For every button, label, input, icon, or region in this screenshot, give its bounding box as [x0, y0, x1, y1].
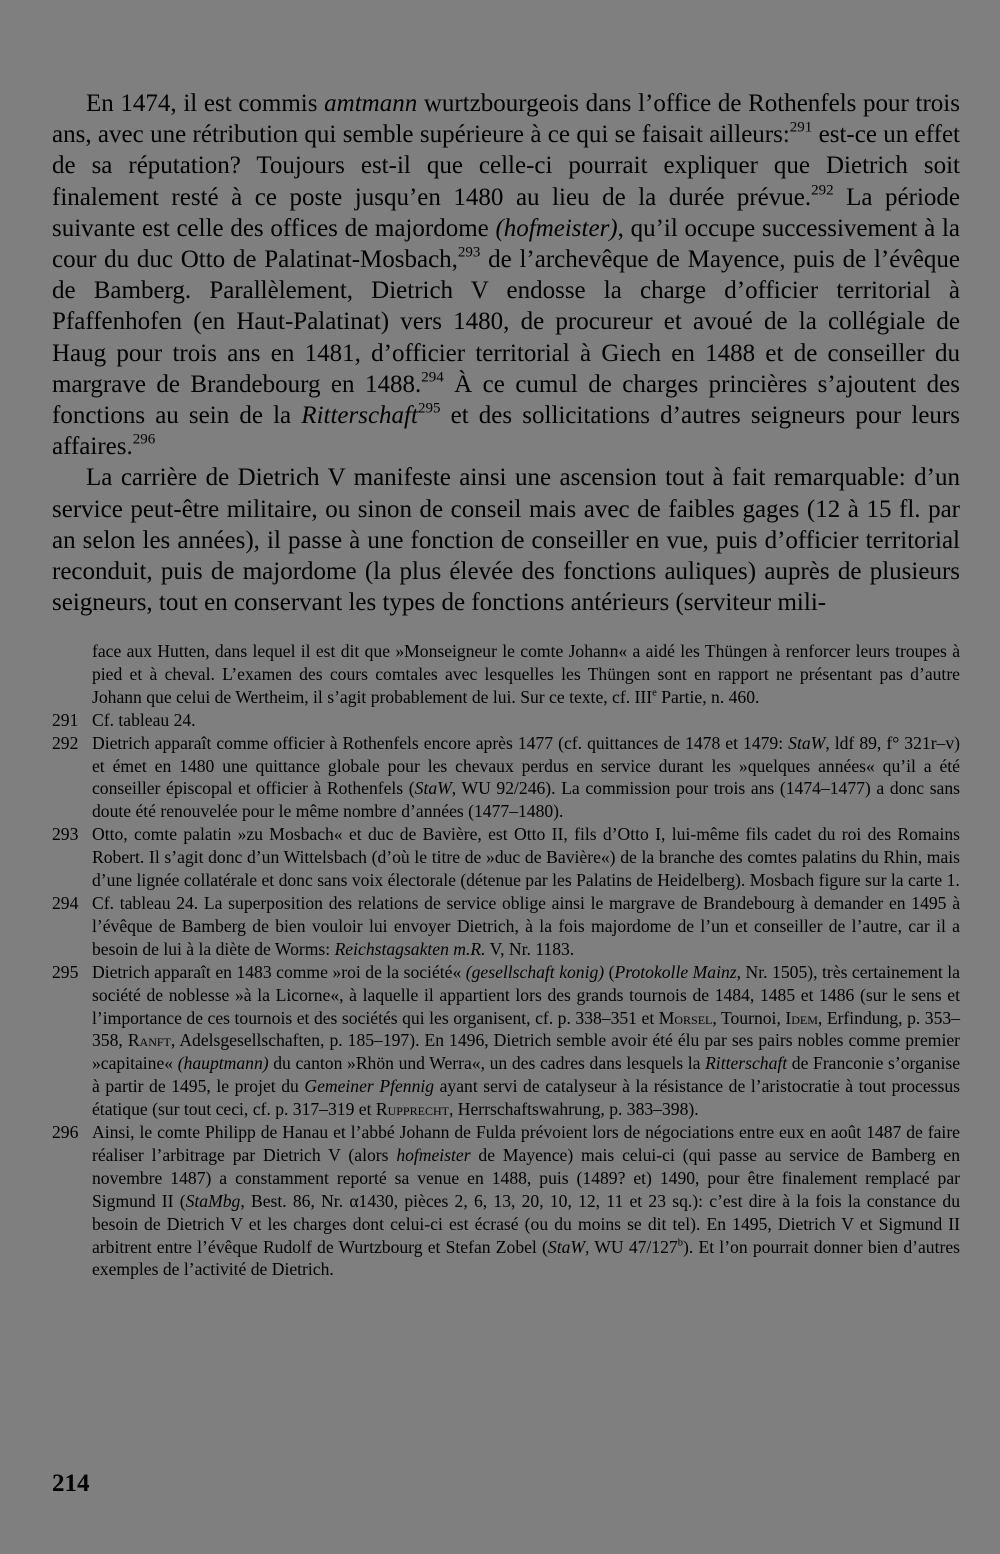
footnote-text	[92, 961, 960, 1121]
italic-text: Ritterschaft	[705, 1053, 788, 1074]
footnote-ref: 292	[811, 182, 834, 199]
paragraph	[52, 88, 960, 462]
text-span: est-ce un effet de sa réputation? Toujours est-il que celle-ci pourrait expliquer que Dietrich soit finalement resté à ce poste jusqu’en 1480 au lieu de la durée prévue.	[52, 121, 960, 211]
footnote-ref: 293	[457, 244, 481, 261]
author-name: Rupprecht	[375, 1099, 449, 1120]
author-name: Idem	[785, 1007, 818, 1028]
text-span: Otto, comte palatin »zu Mosbach« et duc de Bavière, est Otto II, fils d’Otto I, lui-même fils cadet du roi des Romains Robert. Il s’agit donc d’un Wittelsbach (d’où le titre de »duc de Bavière«) de la branche des comtes palatins du Rhin, mais d’une lignée collatérale et donc sans voix électorale (détenue par les Palatins de Heidelberg). Mosbach figure sur la carte 1.	[92, 824, 960, 891]
footnote-number: 294	[52, 892, 79, 913]
text-span: La période suivante est celle des offices de majordome	[52, 183, 960, 242]
italic-text: StaW	[788, 732, 826, 753]
text-span: ). Et l’on pourrait donner bien d’autres exemples de l’activité de Dietrich.	[92, 1236, 960, 1280]
footnote-number: 292	[52, 732, 79, 753]
text-span: , Nr. 1505), très certainement la société de noblesse »à la Licorne«, à laquelle il appartient lors des grands tournois de 1484, 1485 et 1486 (sur le sens et l’importance de ces tournois et des sociétés qui les organisent, cf. p. 338–351 et	[92, 961, 960, 1028]
author-name: Ranft	[127, 1030, 171, 1051]
footnote	[52, 1121, 960, 1281]
footnote-number: 291	[52, 709, 79, 730]
text-span: , Erfindung, p. 353–358,	[92, 1007, 960, 1051]
italic-text: Protokolle Mainz	[614, 961, 737, 982]
footnote	[52, 732, 960, 824]
text-span: Partie, n. 460.	[656, 686, 760, 707]
footnote-number: 296	[52, 1122, 79, 1143]
text-span: La carrière de Dietrich V manifeste ainsi une ascension tout à fait remarquable: d’un service peut-être militaire, ou sinon de conseil mais avec de faibles gages (12 à 15 fl. par an selon les années), il passe à une fonction de conseiller en vue, puis d’officier territorial reconduit, puis de majordome (la plus élevée des fonctions auliques) auprès de plusieurs seigneurs, tout en conservant les types de fonctions antérieurs (serviteur mili-	[52, 464, 960, 617]
footnotes	[52, 640, 960, 1281]
text-span: V, Nr. 1183.	[485, 938, 575, 959]
italic-text: (hofmeister)	[495, 214, 618, 242]
author-name: Morsel	[658, 1007, 713, 1028]
footnote-ref: e	[652, 687, 657, 699]
italic-text: Gemeiner Pfennig	[304, 1076, 435, 1097]
italic-text: StaMbg	[185, 1190, 241, 1211]
text-span: de Franconie s’organise à partir de 1495, le projet du	[92, 1053, 961, 1097]
italic-text: (hauptmann)	[177, 1053, 269, 1074]
text-span: Dietrich apparaît comme officier à Rothenfels encore après 1477 (cf. quittances de 1478 et 1479:	[92, 732, 789, 753]
paragraph	[52, 462, 960, 618]
text-span: , Best. 86, Nr. α1430, pièces 2, 6, 13, 20, 10, 12, 11 et 23 sq.): c’est dire à la fois la constance du besoin de Dietrich V et les charges dont celui-ci est écrasé (ou du moins se dit tel). En 1495, Dietrich V et Sigmund II arbitrent entre l’évêque Rudolf de Wurtzbourg et Stefan Zobel (	[92, 1190, 960, 1257]
text-span: ayant servi de catalyseur à la résistance de l’aristocratie à tout processus étatique (sur tout ceci, cf. p. 317–319 et	[92, 1076, 961, 1120]
footnote	[52, 961, 960, 1121]
text-span: Cf. tableau 24. La superposition des relations de service oblige ainsi le margrave de Brandebourg à demander en 1495 à l’évêque de Bamberg de bien vouloir lui envoyer Dietrich, à la fois majordome de l’un et conseiller de l’autre, car il a besoin de lui à la diète de Worms:	[92, 892, 960, 959]
text-span: Ainsi, le comte Philipp de Hanau et l’abbé Johann de Fulda prévoient lors de négociations entre eux en août 1487 de faire réaliser l’arbitrage par Dietrich V (alors	[92, 1122, 960, 1165]
text-span: , qu’il occupe successivement à la cour du duc Otto de Palatinat-Mosbach,	[52, 214, 960, 274]
footnote-continuation	[52, 640, 960, 709]
footnote-text	[92, 709, 960, 732]
text-span: Cf. tableau 24.	[92, 709, 196, 730]
page-number: 214	[52, 1470, 90, 1497]
footnote-text	[92, 1121, 960, 1281]
text-span: , Adelsgesellschaften, p. 185–197). En 1496, Dietrich semble avoir été élu par ses pairs nobles comme premier »capitaine«	[92, 1030, 961, 1074]
text-span: À ce cumul de charges princières s’ajoutent des fonctions au sein de la	[52, 370, 960, 430]
italic-text: StaW	[547, 1236, 586, 1257]
italic-text: amtmann	[324, 90, 418, 117]
footnote-ref: 295	[417, 400, 441, 417]
text-span: , WU 47/127	[585, 1236, 678, 1257]
footnote-ref: 294	[421, 369, 444, 386]
text-span: Dietrich apparaît en 1483 comme »roi de la société«	[92, 961, 466, 982]
footnote	[52, 709, 960, 732]
text-span: , Herrschaftswahrung, p. 383–398).	[448, 1099, 699, 1120]
text-span: de Mayence) mais celui-ci (qui passe au service de Bamberg en novembre 1487) a constamment reporté sa venue en 1488, puis (1489? et) 1490, pour être finalement remplacé par Sigmund II (	[92, 1144, 960, 1211]
text-span: de l’archevêque de Mayence, puis de l’évêque de Bamberg. Parallèlement, Dietrich V endosse la charge d’officier territorial à Pfaffenhofen (en Haut-Palatinat) vers 1480, de procureur et avoué de la collégiale de Haug pour trois ans en 1481, d’officier territorial à Giech en 1488 et de conseiller du margrave de Brandebourg en 1488.	[52, 246, 960, 398]
text-span: wurtzbourgeois dans l’office de Rothenfels pour trois ans, avec une rétribution qui semble supérieure à ce qui se faisait ailleurs:	[52, 90, 960, 149]
text-span: face aux Hutten, dans lequel il est dit que »Monseigneur le comte Johann« a aidé les Thüngen à renforcer leurs troupes à pied et à cheval. L’examen des cours comtales avec lesquelles les Thüngen sont en rapport ne présentant pas d’autre Johann que celui de Wertheim, il s’agit probablement de lui. Sur ce texte, cf. III	[92, 641, 960, 707]
text-span: du canton »Rhön und Werra«, un des cadres dans lesquels la	[268, 1053, 706, 1074]
text-span: , Tournoi,	[712, 1007, 786, 1028]
italic-text: (gesellschaft konig)	[465, 961, 605, 982]
footnote-ref: 291	[789, 119, 813, 136]
footnote-ref: 296	[132, 431, 156, 448]
text-span: En 1474, il est commis	[86, 90, 325, 117]
footnote-number: 293	[52, 824, 79, 845]
italic-text: StaW	[414, 778, 452, 799]
italic-text: Ritterschaft	[301, 402, 418, 430]
footnote	[52, 892, 960, 961]
footnote-text	[92, 823, 960, 892]
text-span: , WU 92/246). La commission pour trois ans (1474–1477) a donc sans doute été renouvelée pour le même nombre d’années (1477–1480).	[92, 778, 960, 822]
main-text	[52, 88, 960, 618]
footnote	[52, 823, 960, 892]
text-span: (	[604, 961, 615, 982]
footnote-ref: b	[677, 1237, 683, 1249]
italic-text: hofmeister	[396, 1144, 471, 1165]
footnote-text	[92, 732, 960, 824]
text-span: et des sollicitations d’autres seigneurs pour leurs affaires.	[52, 402, 960, 461]
footnote-number: 295	[52, 961, 79, 982]
italic-text: Reichstagsakten m.R.	[334, 938, 486, 959]
footnote-text	[92, 892, 960, 961]
text-span: , ldf 89, f° 321r–v) et émet en 1480 une quittance globale pour les chevaux perdus en service durant les »quelques années« qu’il a été conseiller épiscopal et officier à Rothenfels (	[92, 732, 960, 799]
